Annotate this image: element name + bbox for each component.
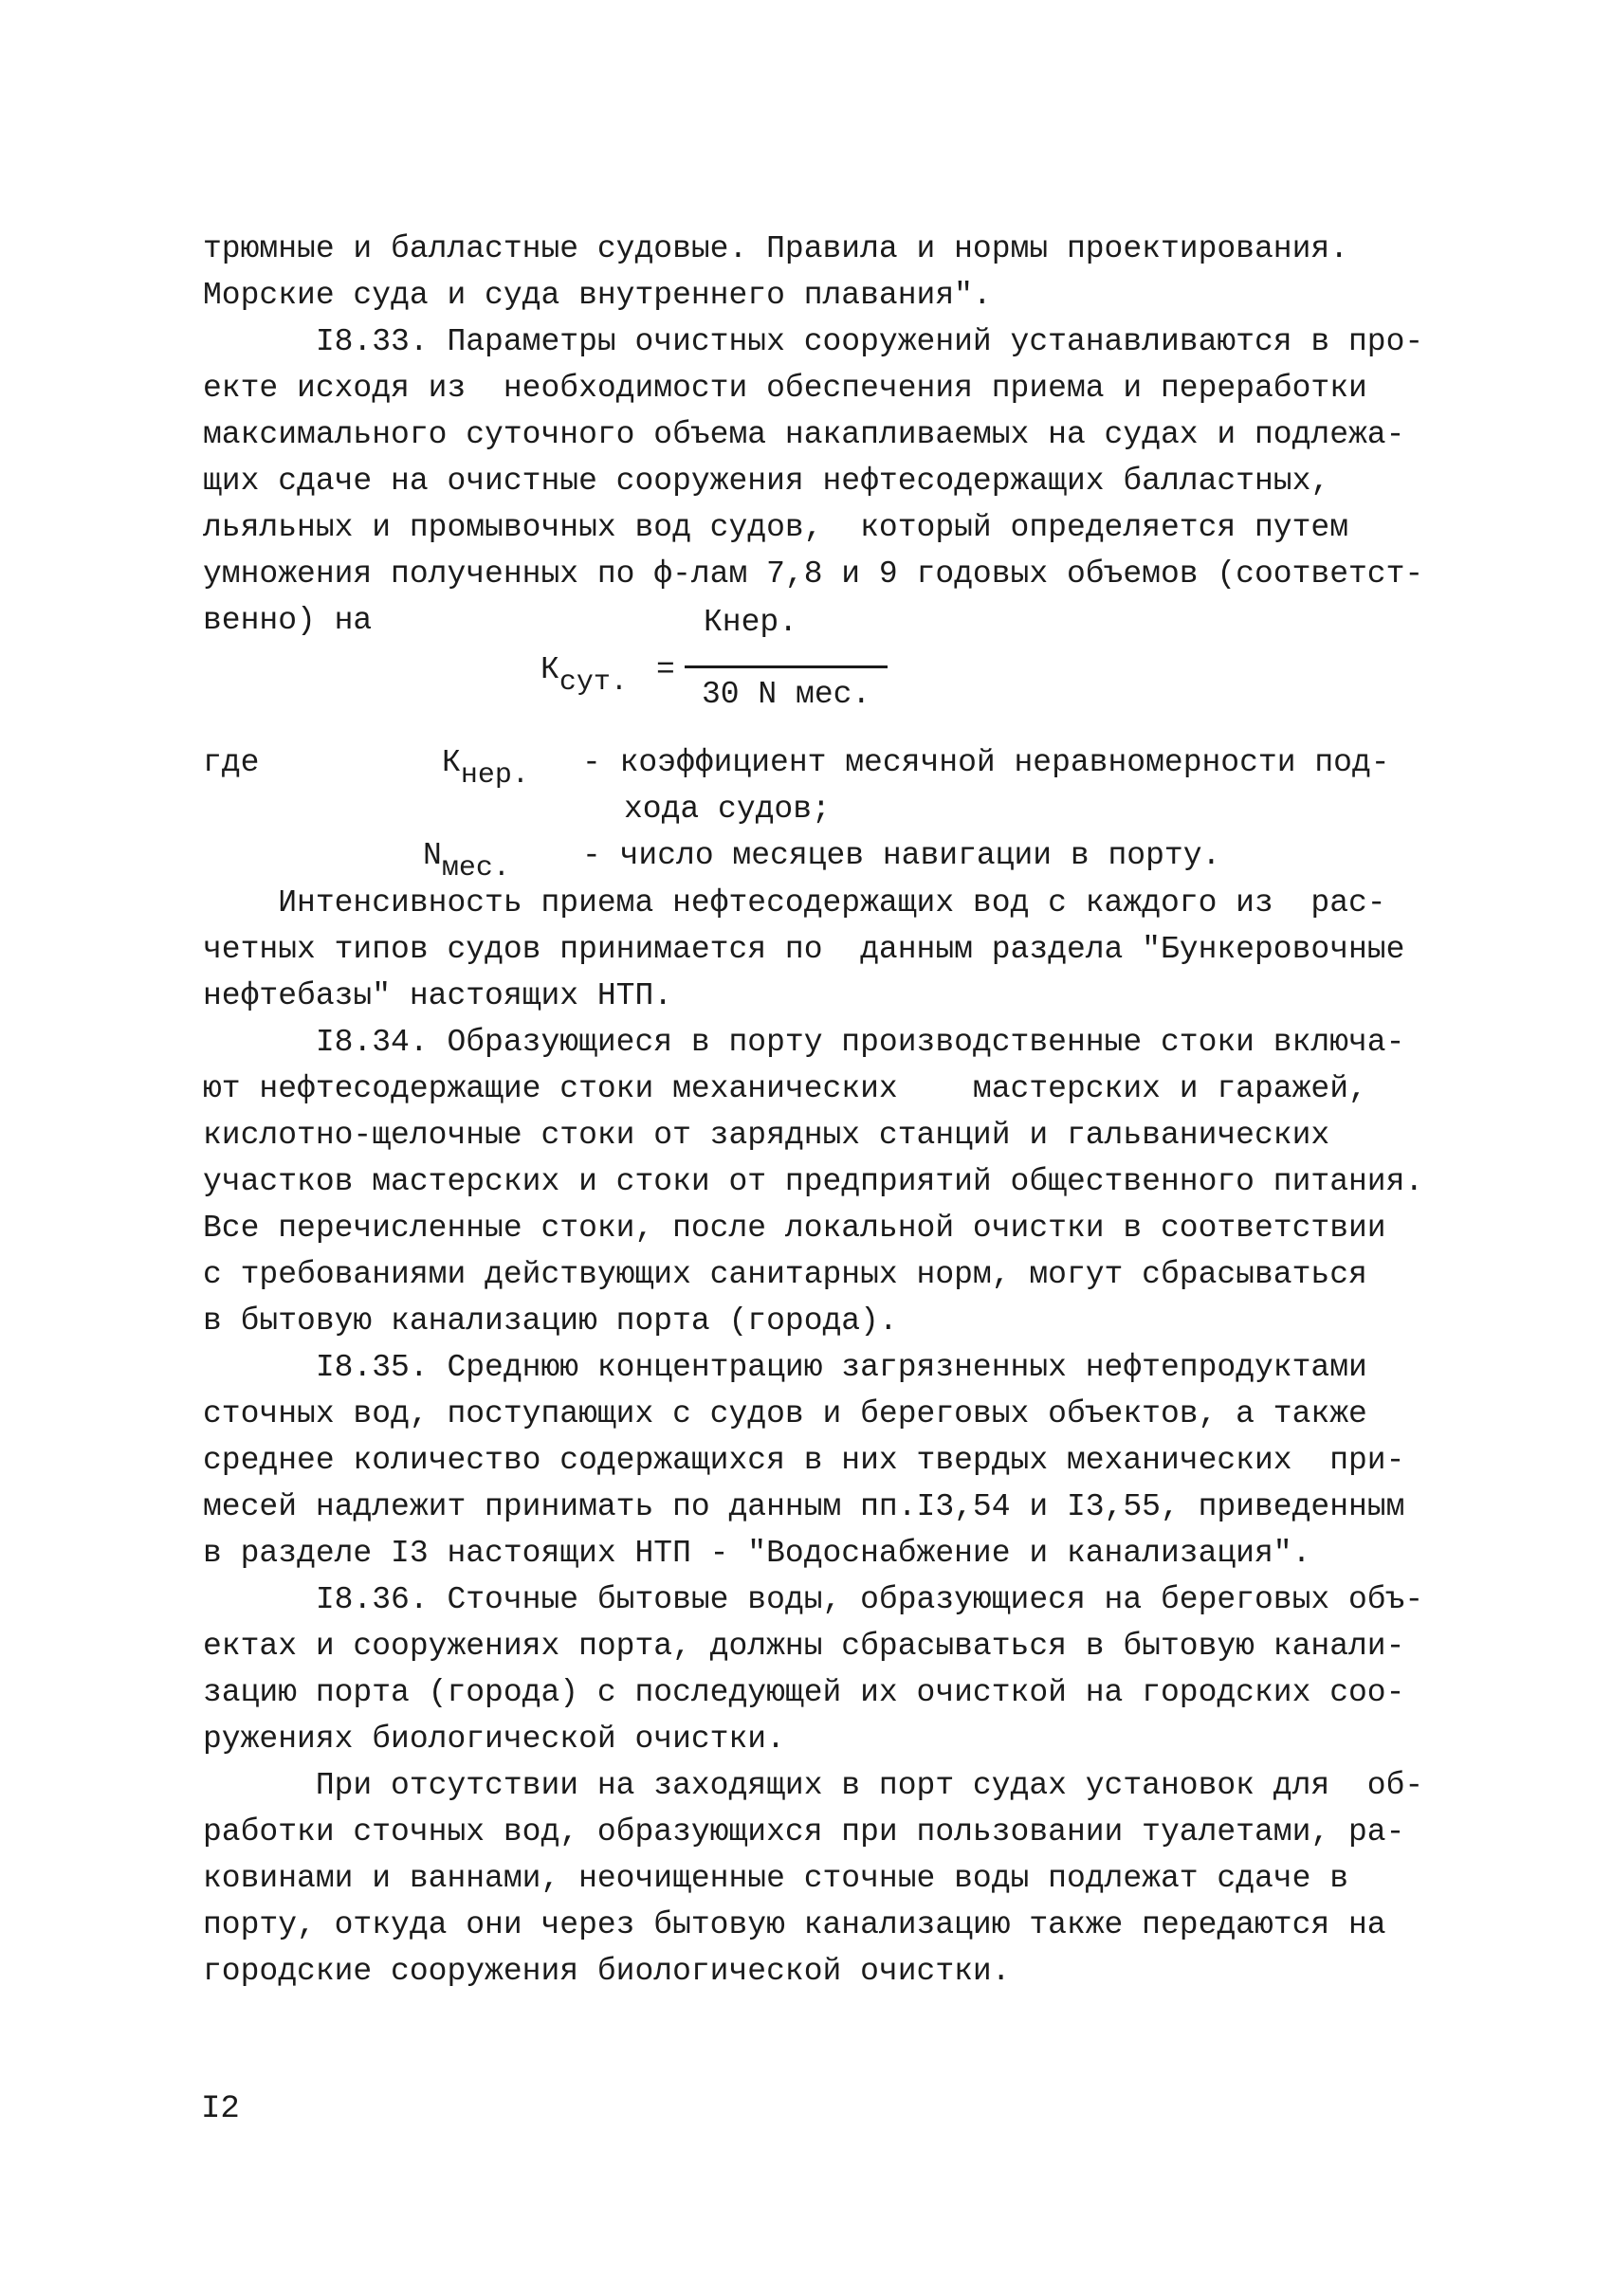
text-line: нефтебазы" настоящих НТП. (203, 978, 673, 1013)
text-line: I8.36. Сточные бытовые воды, образующиеся на береговых объ- (203, 1582, 1424, 1617)
symbol-k-ner: Кнер. (442, 745, 529, 792)
text-line: венно) на (203, 603, 373, 638)
text-line: умножения полученных по ф-лам 7,8 и 9 годовых объемов (соответст- (203, 556, 1424, 592)
text-line: ектах и сооружениях порта, должны сбрасываться в бытовую канали- (203, 1629, 1405, 1664)
text-line: кислотно-щелочные стоки от зарядных станций и гальванических (203, 1118, 1330, 1153)
where-word: где (203, 745, 260, 780)
formula-k-daily (531, 605, 910, 747)
formula-lhs-subscript: сут. (559, 666, 628, 699)
text-line: ружениях биологической очистки. (203, 1722, 785, 1757)
text-line: среднее количество содержащихся в них твердых механических при- (203, 1443, 1405, 1478)
text-line: I8.35. Среднюю концентрацию загрязненных нефтепродуктами (203, 1350, 1367, 1385)
text-line: участков мастерских и стоки от предприятий общественного питания. (203, 1164, 1424, 1199)
text-line: екте исходя из необходимости обеспечения приема и переработки (203, 371, 1367, 406)
definition-k-text-2: хода судов; (624, 792, 831, 827)
text-line: Морские суда и суда внутреннего плавания". (203, 278, 992, 313)
definition-n-text: - число месяцев навигации в порту. (582, 838, 1221, 873)
definition-n (203, 832, 1436, 884)
text-line: месей надлежит принимать по данным пп.I3,54 и I3,55, приведенным (203, 1489, 1405, 1524)
text-line: Интенсивность приема нефтесодержащих вод с каждого из рас- (203, 885, 1386, 920)
text-line: порту, откуда они через бытовую канализацию также передаются на (203, 1907, 1386, 1942)
paragraph-block-top (203, 226, 1436, 644)
text-line: зацию порта (города) с последующей их очисткой на городских соо- (203, 1675, 1405, 1710)
text-line: четных типов судов принимается по данным раздела "Бункеровочные (203, 932, 1405, 967)
text-line: работки сточных вод, образующихся при пользовании туалетами, ра- (203, 1814, 1405, 1850)
fraction-bar (685, 665, 888, 668)
text-line: максимального суточного объема накапливаемых на судах и подлежа- (203, 417, 1405, 452)
variable-definitions (203, 739, 1436, 884)
definition-k-continued (203, 786, 1436, 832)
text-line: ковинами и ваннами, неочищенные сточные воды подлежат сдаче в (203, 1861, 1348, 1896)
formula-equals: = (656, 652, 675, 687)
text-line: в бытовую канализацию порта (города). (203, 1303, 898, 1339)
text-line: I8.34. Образующиеся в порту производственные стоки включа- (203, 1025, 1405, 1060)
formula-lhs: Ксут. (540, 652, 628, 699)
text-line: сточных вод, поступающих с судов и береговых объектов, а также (203, 1396, 1367, 1431)
text-line: городские сооружения биологической очистки. (203, 1954, 1011, 1989)
text-line: с требованиями действующих санитарных норм, могут сбрасываться (203, 1257, 1367, 1292)
paragraph-block-main (203, 880, 1436, 1995)
text-line: При отсутствии на заходящих в порт судах установок для об- (203, 1768, 1424, 1803)
text-line: трюмные и балластные судовые. Правила и нормы проектирования. (203, 231, 1348, 266)
page-number: I2 (201, 2091, 240, 2127)
text-line: I8.33. Параметры очистных сооружений устанавливаются в про- (203, 324, 1424, 359)
definition-k (203, 739, 1436, 792)
text-line: ют нефтесодержащие стоки механических мастерских и гаражей, (203, 1071, 1367, 1106)
formula-denominator: 30 N мес. (702, 677, 871, 712)
text-line: льяльных и промывочных вод судов, который определяется путем (203, 510, 1348, 545)
text-line: Все перечисленные стоки, после локальной очистки в соответствии (203, 1211, 1386, 1246)
text-line: щих сдаче на очистные сооружения нефтесодержащих балластных, (203, 464, 1330, 499)
symbol-n-mes: Nмес. (423, 838, 510, 884)
definition-k-text: - коэффициент месячной неравномерности под- (582, 745, 1390, 780)
formula-numerator: Кнер. (704, 605, 798, 640)
text-line: в разделе I3 настоящих НТП - "Водоснабжение и канализация". (203, 1536, 1311, 1571)
